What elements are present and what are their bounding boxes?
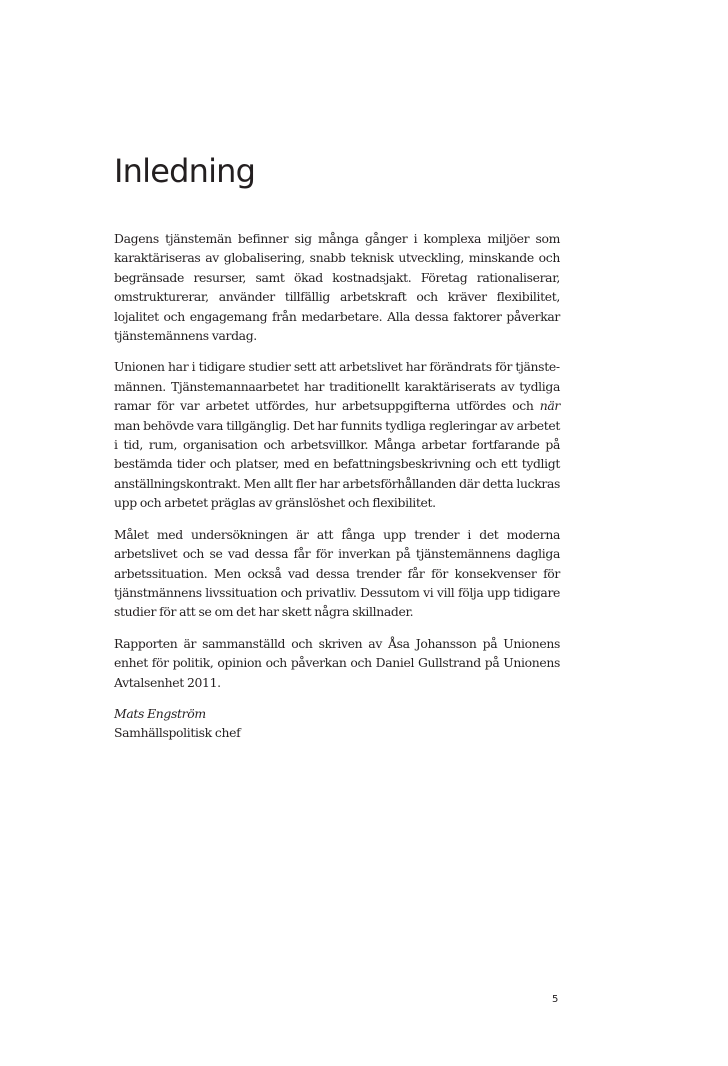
paragraph-4: Rapporten är sammanställd och skriven av Åsa Johansson på Unionens enhet för politik, opinion och påverkan och Daniel Gullstrand på Unionens Avtalsenhet 2011. [114,635,560,690]
signature [114,704,560,743]
paragraph-3: Målet med undersökningen är att fånga upp trender i det moderna arbetslivet och se vad dessa får för inverkan på tjänstemännens dagliga arbetssituation. Men också vad dessa trender får för konsekvenser för tjänstmännens livssituation och privatliv. Dessutom vi vill följa upp tidigare studier för att se om det har skett några skillnader. [114,526,560,620]
paragraph-2-emphasis: när [539,398,560,414]
paragraph-2 [114,357,560,512]
body-text [114,229,560,743]
page-number: 5 [552,994,559,1005]
paragraph-1: Dagens tjänstemän befinner sig många gånger i komplexa miljöer som karaktäriseras av globalisering, snabb teknisk utveckling, minskande och begränsade resurser, samt ökad kostnadsjakt. Företag rationaliserar, omstrukturerar, använder tillfällig arbetskraft och kräver flexibilitet, lojalitet och engagemang från medarbetare. Alla dessa faktorer påverkar tjänstemännens vardag. [114,231,560,344]
page-title: Inledning [114,152,256,190]
paragraph-2-text-after: man behövde vara tillgänglig. Det har funnits tydliga regleringar av arbetet i tid, rum, organisation och arbetsvillkor. Många arbetar fortfarande på bestämda tider och platser, med en befattningsbeskrivning och ett tydligt anställningskontrakt. Men allt fler har arbetsförhållanden där detta luckras upp och arbetet präglas av gränslöshet och flexibilitet. [114,417,560,511]
signature-name: Mats Engström [114,705,206,721]
paragraph-2-text-before: Unionen har i tidigare studier sett att arbetslivet har förändrats för tjänstemännen. Tjänstemannaarbetet har traditionellt karaktäriserats av tydliga ramar för var arbetet utfördes, hur arbetsuppgifterna utfördes och [114,359,560,414]
signature-role: Samhällspolitisk chef [114,725,241,741]
